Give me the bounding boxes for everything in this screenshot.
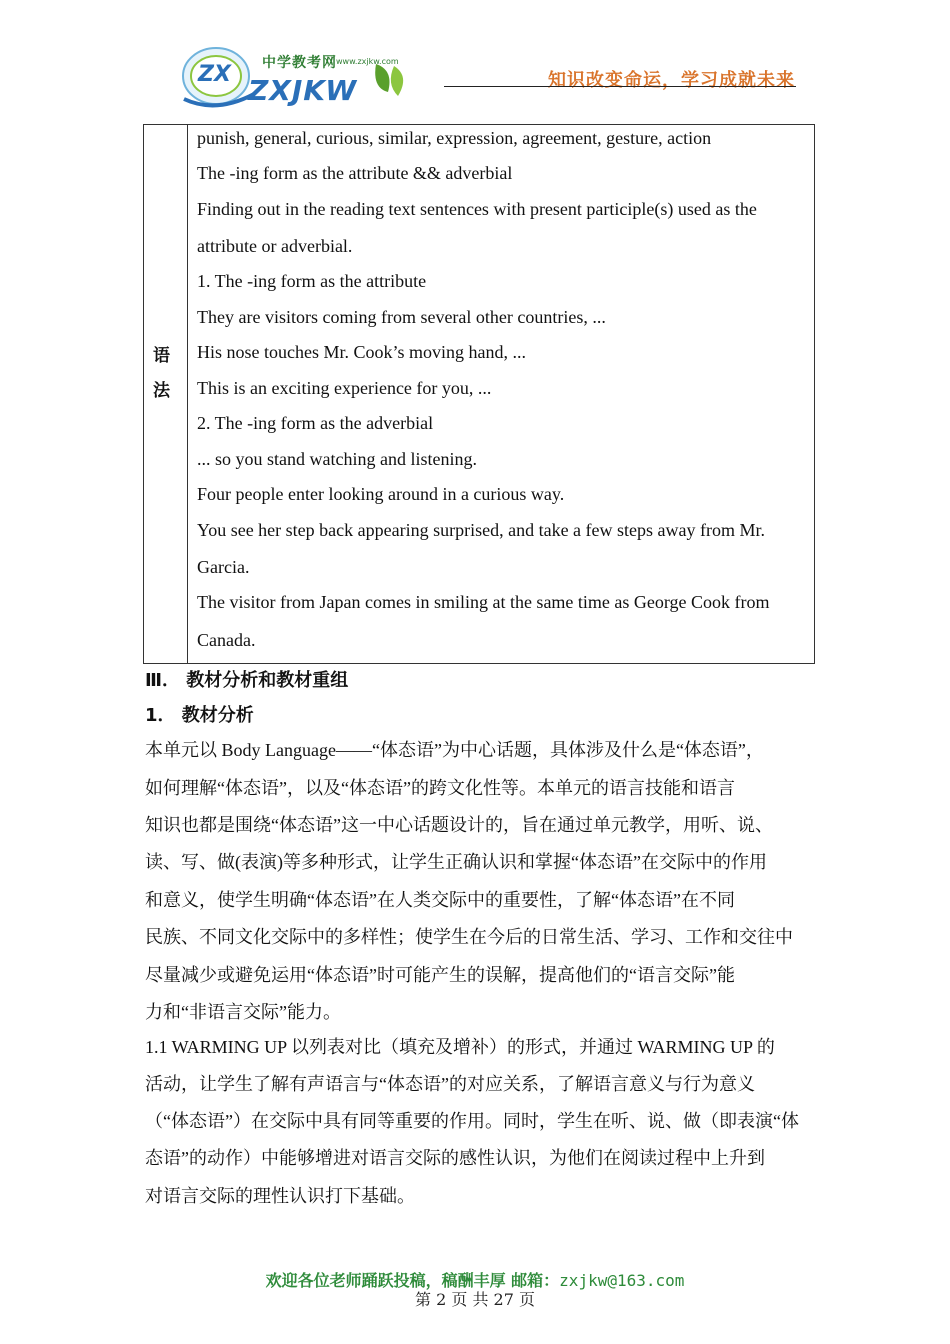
- logo-mark: ZX: [198, 62, 231, 87]
- grammar-line: attribute or adverbial.: [197, 236, 353, 256]
- logo-wordmark: ZXJKW: [248, 74, 358, 107]
- header-rule: [444, 86, 796, 87]
- header-slogan: 知识改变命运，学习成就未来: [548, 70, 795, 91]
- grammar-line: ... so you stand watching and listening.: [197, 449, 477, 469]
- grammar-line: The -ing form as the attribute && adverbial: [197, 163, 513, 183]
- paragraph-line: 知识也都是围绕“体态语”这一中心话题设计的，旨在通过单元教学，用听、说、: [145, 815, 773, 835]
- paragraph-line: 尽量减少或避免运用“体态语”时可能产生的误解，提高他们的“语言交际”能: [145, 965, 735, 985]
- paragraph-line: 民族、不同文化交际中的多样性；使学生在今后的日常生活、学习、工作和交往中: [145, 927, 793, 947]
- paragraph-line: 态语”的动作）中能够增进对语言交际的感性认识，为他们在阅读过程中上升到: [145, 1148, 765, 1168]
- grammar-line: Four people enter looking around in a curious way.: [197, 484, 565, 504]
- grammar-line: Canada.: [197, 630, 256, 650]
- page-number: 第 2 页 共 27 页: [415, 1290, 535, 1309]
- grammar-line: This is an exciting experience for you, ...: [197, 378, 492, 398]
- section-subheading: 1． 教材分析: [145, 705, 254, 726]
- paragraph-line: 和意义，使学生明确“体态语”在人类交际中的重要性，了解“体态语”在不同: [145, 890, 735, 910]
- paragraph-line: 本单元以 Body Language——“体态语”为中心话题，具体涉及什么是“体态语”，: [145, 740, 764, 760]
- footer-email-link[interactable]: zxjkw@163.com: [559, 1271, 685, 1290]
- logo-url: www.zxjkw.com: [336, 57, 399, 66]
- grammar-label-char: 法: [153, 381, 170, 401]
- grammar-line: 1. The -ing form as the attribute: [197, 271, 427, 291]
- grammar-line: His nose touches Mr. Cook’s moving hand, ...: [197, 342, 526, 362]
- grammar-line: They are visitors coming from several other countries, ...: [197, 307, 606, 327]
- paragraph-line: 对语言交际的理性认识打下基础。: [145, 1186, 415, 1206]
- paragraph-line: 1.1 WARMING UP 以列表对比（填充及增补）的形式，并通过 WARMING UP 的: [145, 1037, 775, 1057]
- paragraph-line: 读、写、做(表演)等多种形式，让学生正确认识和掌握“体态语”在交际中的作用: [145, 852, 767, 872]
- grammar-table: [143, 124, 815, 664]
- page-header: [0, 0, 950, 120]
- grammar-line: Garcia.: [197, 557, 250, 577]
- grammar-line: 2. The -ing form as the adverbial: [197, 413, 434, 433]
- grammar-label-cell: [144, 125, 188, 663]
- logo-site-name: 中学教考网: [262, 55, 337, 71]
- grammar-line: The visitor from Japan comes in smiling at the same time as George Cook from: [197, 592, 770, 612]
- section-heading: Ⅲ． 教材分析和教材重组: [145, 670, 349, 691]
- paragraph-line: （“体态语”）在交际中具有同等重要的作用。同时，学生在听、说、做（即表演“体: [145, 1111, 799, 1131]
- footer-text: 欢迎各位老师踊跃投稿，稿酬丰厚 邮箱：: [265, 1271, 560, 1290]
- paragraph-line: 活动，让学生了解有声语言与“体态语”的对应关系，了解语言意义与行为意义: [145, 1074, 755, 1094]
- paragraph-line: 如何理解“体态语”，以及“体态语”的跨文化性等。本单元的语言技能和语言: [145, 778, 735, 798]
- paragraph-line: 力和“非语言交际”能力。: [145, 1002, 341, 1022]
- grammar-line: You see her step back appearing surprised, and take a few steps away from Mr.: [197, 520, 766, 540]
- grammar-label-char: 语: [153, 346, 170, 366]
- grammar-line: punish, general, curious, similar, expression, agreement, gesture, action: [197, 128, 712, 148]
- grammar-line: Finding out in the reading text sentences with present participle(s) used as the: [197, 199, 757, 219]
